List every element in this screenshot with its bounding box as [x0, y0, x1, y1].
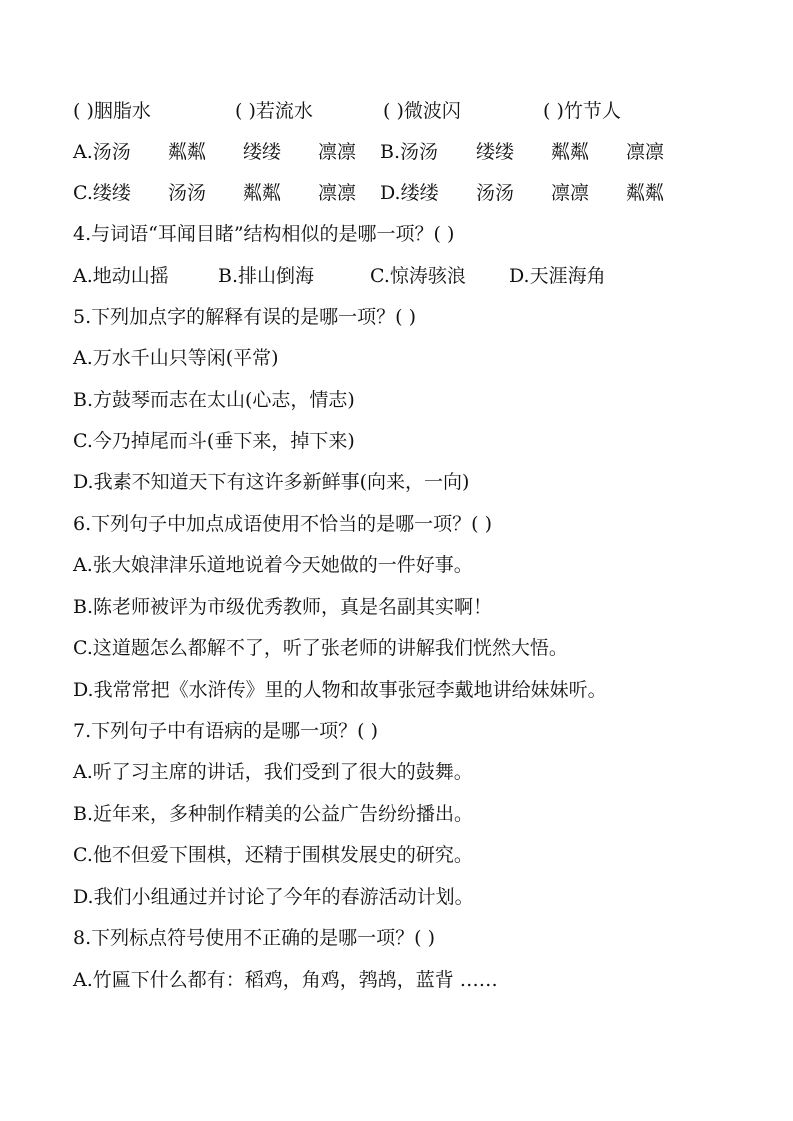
- option-label: C.缕缕: [73, 182, 131, 204]
- option-word: 汤汤: [476, 182, 515, 204]
- question-7-option-d: D.我们小组通过并讨论了今年的春游活动计划。: [73, 886, 474, 908]
- question-8-option-a: A.竹匾下什么都有：稻鸡，角鸡，鹁鸪，蓝背 ……: [73, 969, 498, 991]
- option-word: 凛凛: [626, 141, 665, 163]
- option: D.天涯海角: [509, 265, 606, 287]
- blank-item: ( )若流水: [235, 100, 313, 122]
- question-6-option-d: D.我常常把《水浒传》里的人物和故事张冠李戴地讲给妹妹听。: [73, 679, 607, 701]
- question-7-option-c: C.他不但爱下围棋，还精于围棋发展史的研究。: [73, 844, 473, 866]
- option-word: 缕缕: [243, 141, 282, 163]
- question-5-option-d: D.我素不知道天下有这许多新鲜事(向来，一向): [73, 471, 470, 493]
- question-5-option-c: C.今乃掉尾而斗(垂下来，掉下来): [73, 430, 355, 452]
- question-6-option-a: A.张大娘津津乐道地说着今天她做的一件好事。: [73, 554, 473, 576]
- option: C.惊涛骇浪: [370, 265, 466, 287]
- option-word: 粼粼: [243, 182, 282, 204]
- question-4-stem: 4.与词语“耳闻目睹”结构相似的是哪一项？( ): [73, 223, 455, 245]
- question-5-stem: 5.下列加点字的解释有误的是哪一项？( ): [73, 306, 416, 328]
- option-word: 粼粼: [551, 141, 590, 163]
- option-word: 凛凛: [551, 182, 590, 204]
- question-7-option-a: A.听了习主席的讲话，我们受到了很大的鼓舞。: [73, 761, 473, 783]
- question-6-option-c: C.这道题怎么都解不了，听了张老师的讲解我们恍然大悟。: [73, 637, 568, 659]
- question-7-option-b: B.近年来，多种制作精美的公益广告纷纷播出。: [73, 803, 474, 825]
- option-label: A.汤汤: [73, 141, 131, 163]
- question-6-option-b: B.陈老师被评为市级优秀教师，真是名副其实啊！: [73, 596, 493, 618]
- option-word: 缕缕: [476, 141, 515, 163]
- question-6-stem: 6.下列句子中加点成语使用不恰当的是哪一项？( ): [73, 513, 492, 535]
- option-label: B.汤汤: [380, 141, 439, 163]
- blank-item: ( )胭脂水: [73, 100, 151, 122]
- question-7-stem: 7.下列句子中有语病的是哪一项？( ): [73, 720, 378, 742]
- option-word: 凛凛: [318, 182, 357, 204]
- blank-item: ( )微波闪: [383, 100, 461, 122]
- option: B.排山倒海: [218, 265, 315, 287]
- option-word: 粼粼: [168, 141, 207, 163]
- question-8-stem: 8.下列标点符号使用不正确的是哪一项？( ): [73, 927, 435, 949]
- question-5-option-a: A.万水千山只等闲(平常): [73, 347, 279, 369]
- option-word: 粼粼: [626, 182, 665, 204]
- option-word: 汤汤: [168, 182, 207, 204]
- question-5-option-b: B.方鼓琴而志在太山(心志，情志): [73, 389, 355, 411]
- blank-item: ( )竹节人: [543, 100, 621, 122]
- option-label: D.缕缕: [380, 182, 439, 204]
- option-word: 凛凛: [318, 141, 357, 163]
- option: A.地动山摇: [73, 265, 169, 287]
